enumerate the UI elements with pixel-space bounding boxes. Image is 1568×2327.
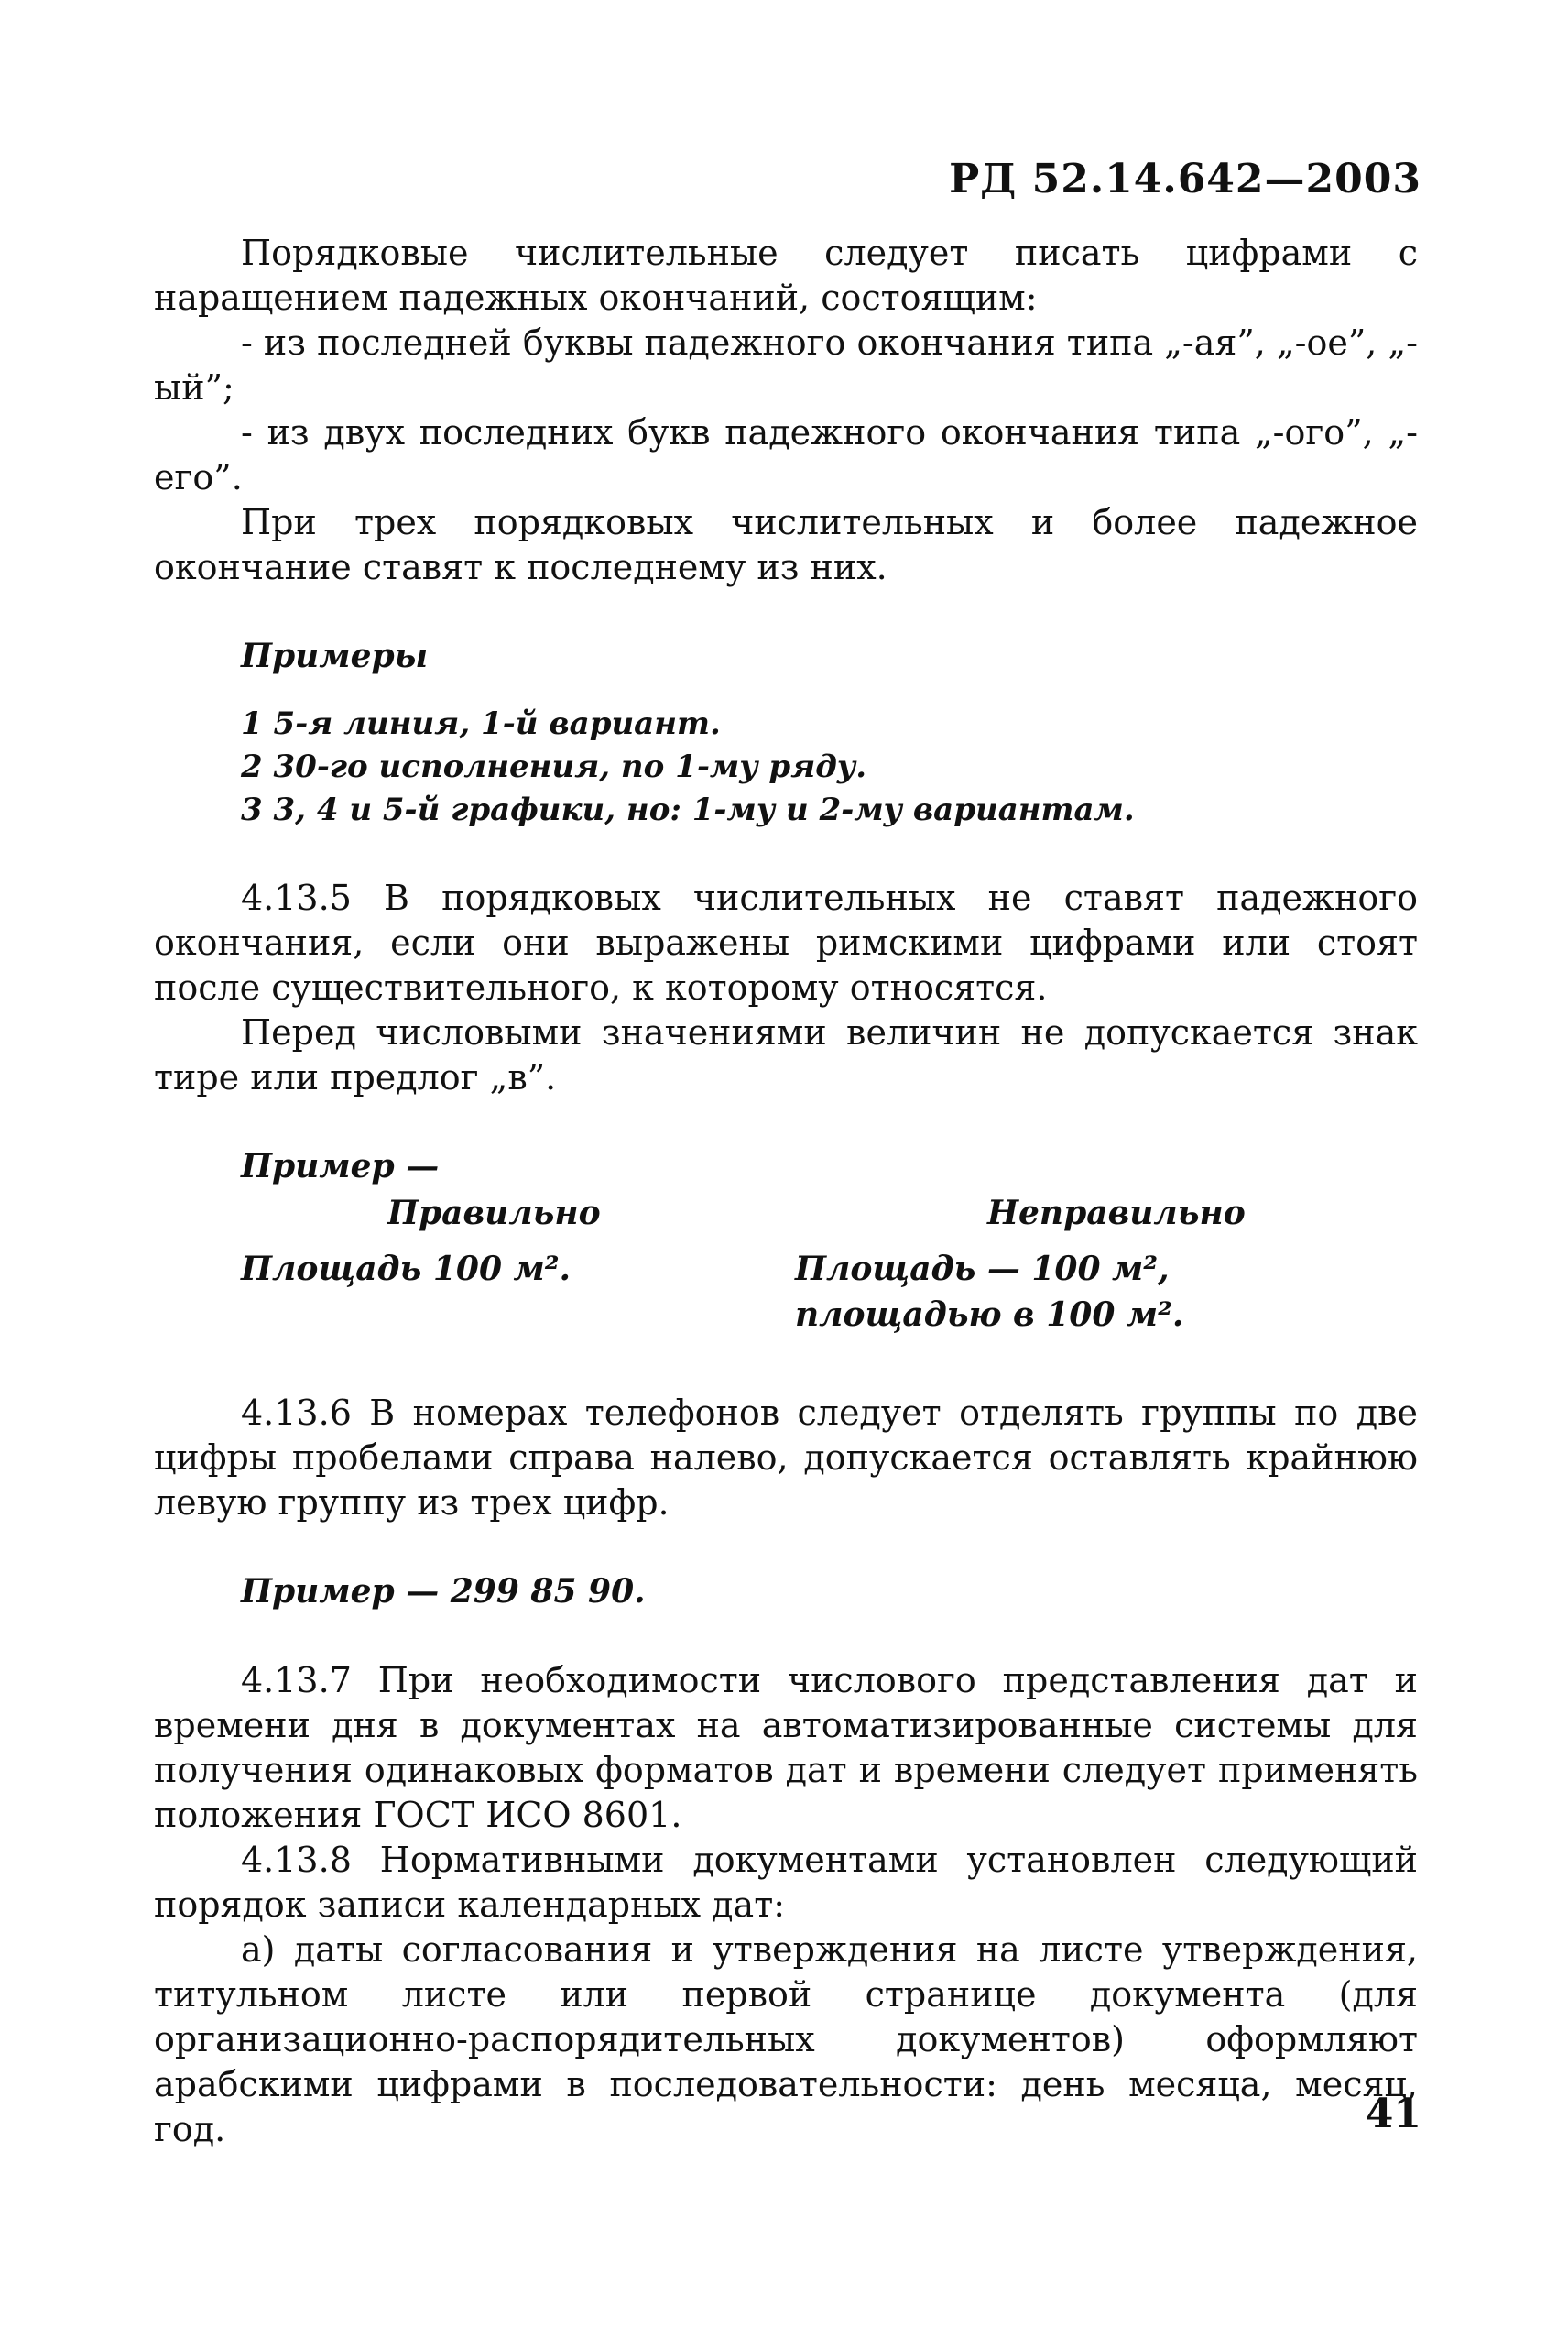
page-body [154, 231, 1418, 2152]
paragraph: 4.13.5 В порядковых числительных не ставят падежного окончания, если они выражены римскими цифрами или стоят после существительного, к которому относятся. [154, 878, 1418, 1008]
spacer [154, 1614, 1418, 1658]
incorrect-column [795, 1189, 1381, 1338]
document-code-header: РД 52.14.642—2003 [949, 156, 1421, 202]
paragraph: - из последней буквы падежного окончания типа „-ая”, „-ое”, „-ый”; [154, 322, 1418, 408]
spacer [154, 1525, 1418, 1569]
incorrect-value: Площадь — 100 м², площадью в 100 м². [795, 1250, 1184, 1334]
example-line: 3 3, 4 и 5-й графики, но: 1-му и 2-му вариантам. [241, 792, 1135, 828]
paragraph: 4.13.7 При необходимости числового представления дат и времени дня в документах на автоматизированные системы для получения одинаковых форматов дат и времени следует применять положения ГОСТ ИСО 8601. [154, 1660, 1418, 1835]
paragraph: 4.13.8 Нормативными документами установлен следующий порядок записи календарных дат: [154, 1840, 1418, 1925]
paragraph: - из двух последних букв падежного окончания типа „-ого”, „-его”. [154, 412, 1418, 497]
page-number: 41 [1365, 2091, 1421, 2137]
correct-label: Правильно [387, 1194, 601, 1232]
spacer [154, 679, 1418, 703]
paragraph: Порядковые числительные следует писать цифрами с наращением падежных окончаний, состоящим: [154, 233, 1418, 318]
spacer [154, 590, 1418, 634]
paragraph: При трех порядковых числительных и более падежное окончание ставят к последнему из них. [154, 502, 1418, 587]
spacer [154, 1100, 1418, 1144]
correct-value: Площадь 100 м². [241, 1250, 572, 1288]
spacer [154, 832, 1418, 876]
incorrect-label: Неправильно [987, 1194, 1246, 1232]
phone-example: Пример — 299 85 90. [241, 1572, 646, 1611]
comparison-block [154, 1189, 1418, 1391]
paragraph: 4.13.6 В номерах телефонов следует отделять группы по две цифры пробелами справа налево, допускается оставлять крайнюю левую группу из трех цифр. [154, 1393, 1418, 1523]
example-title: Пример — [241, 1147, 440, 1185]
examples-title: Примеры [241, 637, 429, 675]
correct-column [241, 1189, 699, 1292]
example-line: 1 5-я линия, 1-й вариант. [241, 705, 721, 742]
paragraph: а) даты согласования и утверждения на листе утверждения, титульном листе или первой странице документа (для организационно-распорядительных документов) оформляют арабскими цифрами в последовательности: день месяца, месяц, год. [154, 1929, 1418, 2149]
example-line: 2 30-го исполнения, по 1-му ряду. [241, 748, 867, 785]
paragraph: Перед числовыми значениями величин не допускается знак тире или предлог „в”. [154, 1012, 1418, 1098]
